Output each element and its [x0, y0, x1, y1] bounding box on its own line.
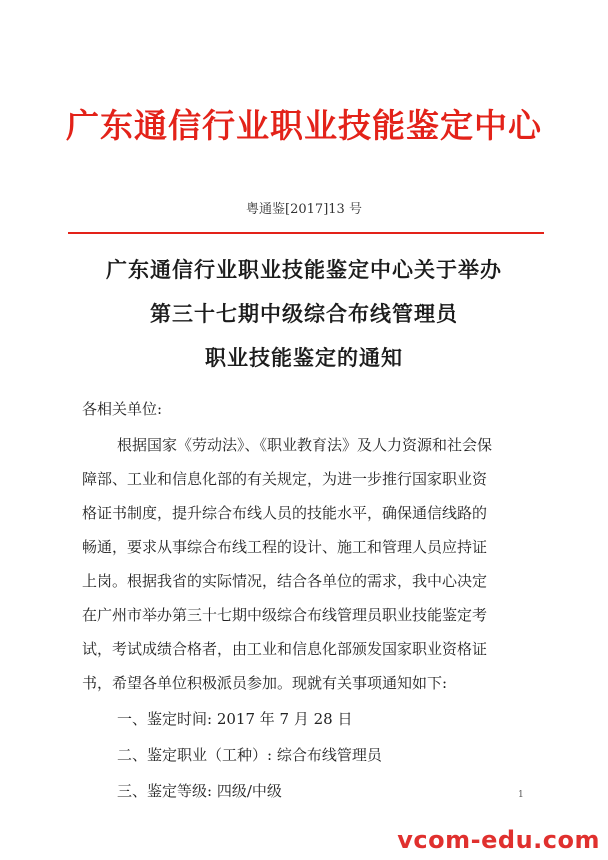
paragraph-line: 在广州市举办第三十七期中级综合布线管理员职业技能鉴定考: [82, 606, 488, 624]
document-number: 粤通鉴[2017]13 号: [246, 202, 362, 217]
list-item: 二、鉴定职业（工种）: 综合布线管理员: [117, 746, 382, 764]
title-line-3: 职业技能鉴定的通知: [205, 345, 403, 370]
title-line-2: 第三十七期中级综合布线管理员: [150, 301, 458, 326]
paragraph-line: 格证书制度，提升综合布线人员的技能水平，确保通信线路的: [82, 504, 488, 522]
paragraph-line: 书，希望各单位积极派员参加。现就有关事项通知如下:: [82, 674, 448, 692]
paragraph-line: 上岗。根据我省的实际情况，结合各单位的需求，我中心决定: [82, 572, 488, 590]
paragraph-line: 根据国家《劳动法》、《职业教育法》及人力资源和社会保: [117, 436, 493, 454]
paragraph-line: 试，考试成绩合格者，由工业和信息化部颁发国家职业资格证: [82, 640, 488, 658]
paragraph-line: 障部、工业和信息化部的有关规定，为进一步推行国家职业资: [82, 470, 488, 488]
list-item: 一、鉴定时间: 2017 年 7 月 28 日: [117, 710, 353, 728]
list-item: 三、鉴定等级: 四级/中级: [117, 782, 282, 800]
page-number: 1: [518, 790, 524, 800]
watermark-text: vcom-edu.com: [397, 826, 600, 854]
paragraph-line: 畅通，要求从事综合布线工程的设计、施工和管理人员应持证: [82, 538, 488, 556]
salutation: 各相关单位:: [82, 400, 163, 418]
organization-header: 广东通信行业职业技能鉴定中心: [66, 106, 542, 145]
red-divider: [68, 232, 544, 234]
title-line-1: 广东通信行业职业技能鉴定中心关于举办: [106, 257, 502, 282]
